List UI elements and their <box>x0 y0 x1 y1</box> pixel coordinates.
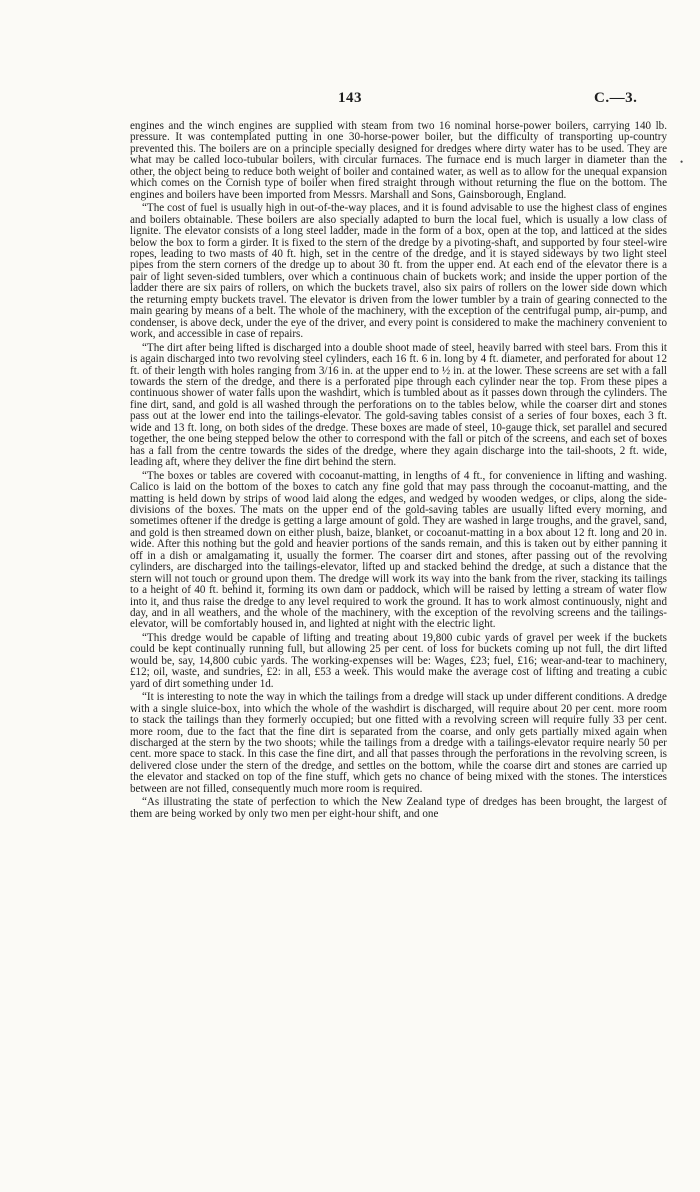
body-text <box>130 121 667 822</box>
paragraph: “The cost of fuel is usually high in out-of-the-way places, and it is found advisable to use the highest class of engines and boilers obtainable. These boilers are also specially adapted to burn the local fuel, which is usually a low class of lignite. The elevator consists of a long steel ladder, made in the form of a box, open at the top, and latticed at the sides below the box to form a girder. It is fixed to the stern of the dredge by a pivoting-shaft, and supported by four steel-wire ropes, leading to two masts of 40 ft. high, set in the centre of the dredge, and it is stayed sideways by two light steel pipes from the stern corners of the dredge up to about 30 ft. from the upper end. At each end of the elevator there is a pair of light seven-sided tumblers, over which a continuous chain of buckets work; and inside the upper portion of the ladder there are six pairs of rollers, on which the buckets travel, also six pairs of rollers on the lower side down which the returning empty buckets travel. The elevator is driven from the lower tumbler by a train of gearing connected to the main gearing by means of a belt. The whole of the machinery, with the exception of the centrifugal pump, air-pump, and condenser, is above deck, under the eye of the driver, and every point is considered to make the machinery convenient to work, and accessible in case of repairs. <box>130 202 667 341</box>
paragraph: “The boxes or tables are covered with cocoanut-matting, in lengths of 4 ft., for convenience in lifting and washing. Calico is laid on the bottom of the boxes to catch any fine gold that may pass through the cocoanut-matting, and the matting is held down by strips of wood laid along the edges, and wedged by wooden wedges, or clips, along the side-divisions of the boxes. The mats on the upper end of the gold-saving tables are usually lifted every morning, and sometimes oftener if the dredge is getting a large amount of gold. They are washed in large troughs, and the gravel, sand, and gold is then streamed down on either plush, baize, blanket, or cocoanut-matting in a box about 12 ft. long and 20 in. wide. After this nothing but the gold and heavier portions of the sands remain, and this is taken out by either panning it off in a dish or amalgamating it, usually the former. The coarser dirt and stones, after passing out of the revolving cylinders, are discharged into the tailings-elevator, lifted up and stacked behind the dredge, at such a distance that the stern will not touch or ground upon them. The dredge will work its way into the bank from the river, stacking its tailings to a height of 40 ft. behind it, forming its own dam or paddock, which will be raised by letting a stream of water flow into it, and thus raise the dredge to any level required to work the ground. It has to work almost continuously, night and day, and in all weathers, and the whole of the machinery, with the exception of the revolving screens and the tailings-elevator, will be comfortably housed in, and lighted at night with the electric light. <box>130 469 667 631</box>
margin-bullet-mark: • <box>680 157 684 167</box>
paragraph: “As illustrating the state of perfection to which the New Zealand type of dredges has been brought, the largest of them are being worked by only two men per eight-hour shift, and one <box>130 796 667 820</box>
paragraph: “This dredge would be capable of lifting and treating about 19,800 cubic yards of gravel per week if the buckets could be kept continually running full, but allowing 25 per cent. of loss for buckets coming up not full, the dirt lifted would be, say, 14,800 cubic yards. The working-expenses will be: Wages, £23; fuel, £16; wear-and-tear to machinery, £12; oil, waste, and sundries, £2: in all, £53 a week. This would make the average cost of lifting and treating a cubic yard of dirt something under 1d. <box>130 631 667 690</box>
paragraph: engines and the winch engines are supplied with steam from two 16 nominal horse-power boilers, carrying 140 lb. pressure. It was contemplated putting in one 30-horse-power boiler, but the difficulty of transporting up-country prevented this. The boilers are on a principle specially designed for dredges where dirty water has to be used. They are what may be called loco-tubular boilers, with circular furnaces. The furnace end is much larger in diameter than the other, the object being to reduce both weight of boiler and contained water, as well as to allow for the unequal expansion which comes on the Cornish type of boiler when fired straight through without returning the flue on the bottom. The engines and boilers have been imported from Messrs. Marshall and Sons, Gainsborough, England. <box>130 120 667 201</box>
page-number: 143 <box>338 90 362 106</box>
page-header <box>0 90 700 112</box>
paragraph: “It is interesting to note the way in which the tailings from a dredge will stack up under different conditions. A dredge with a single sluice-box, into which the whole of the washdirt is discharged, will require about 20 per cent. more room to stack the tailings than they formerly occupied; but one fitted with a revolving screen will require fully 33 per cent. more room, due to the fact that the fine dirt is separated from the coarse, and only gets partially mixed again when discharged at the stern by the two shoots; while the tailings from a dredge with a tailings-elevator require nearly 50 per cent. more space to stack. In this case the fine dirt, and all that passes through the perforations in the revolving screen, is delivered close under the stern of the dredge, and settles on the bottom, while the coarse dirt and stones are carried up the elevator and stacked on top of the fine stuff, which gets no chance of being mixed with the stones. The interstices between are not filled, consequently much more room is required. <box>130 691 667 795</box>
document-reference: C.—3. <box>594 90 638 106</box>
paragraph: “The dirt after being lifted is discharged into a double shoot made of steel, heavily barred with steel bars. From this it is again discharged into two revolving steel cylinders, each 16 ft. 6 in. long by 4 ft. diameter, and perforated for about 12 ft. of their length with holes ranging from 3/16 in. at the upper end to ½ in. at the lower. These screens are set with a fall towards the stern of the dredge, and there is a perforated pipe through each cylinder near the top. From these pipes a continuous shower of water falls upon the washdirt, which is tumbled about as it passes down through the cylinders. The fine dirt, sand, and gold is all washed through the perforations on to the tables below, while the coarser dirt and stones pass out at the lower end into the tailings-elevator. The gold-saving tables consist of a series of four boxes, each 3 ft. wide and 13 ft. long, on both sides of the dredge. These boxes are made of steel, 10-gauge thick, set parallel and secured together, the one being stepped below the other to correspond with the fall or pitch of the screens, and each set of boxes has a fall from the centre towards the sides of the dredge, where they again discharge into the tail-shoots, 2 ft. wide, leading aft, where they deliver the fine dirt behind the stern. <box>130 341 667 469</box>
